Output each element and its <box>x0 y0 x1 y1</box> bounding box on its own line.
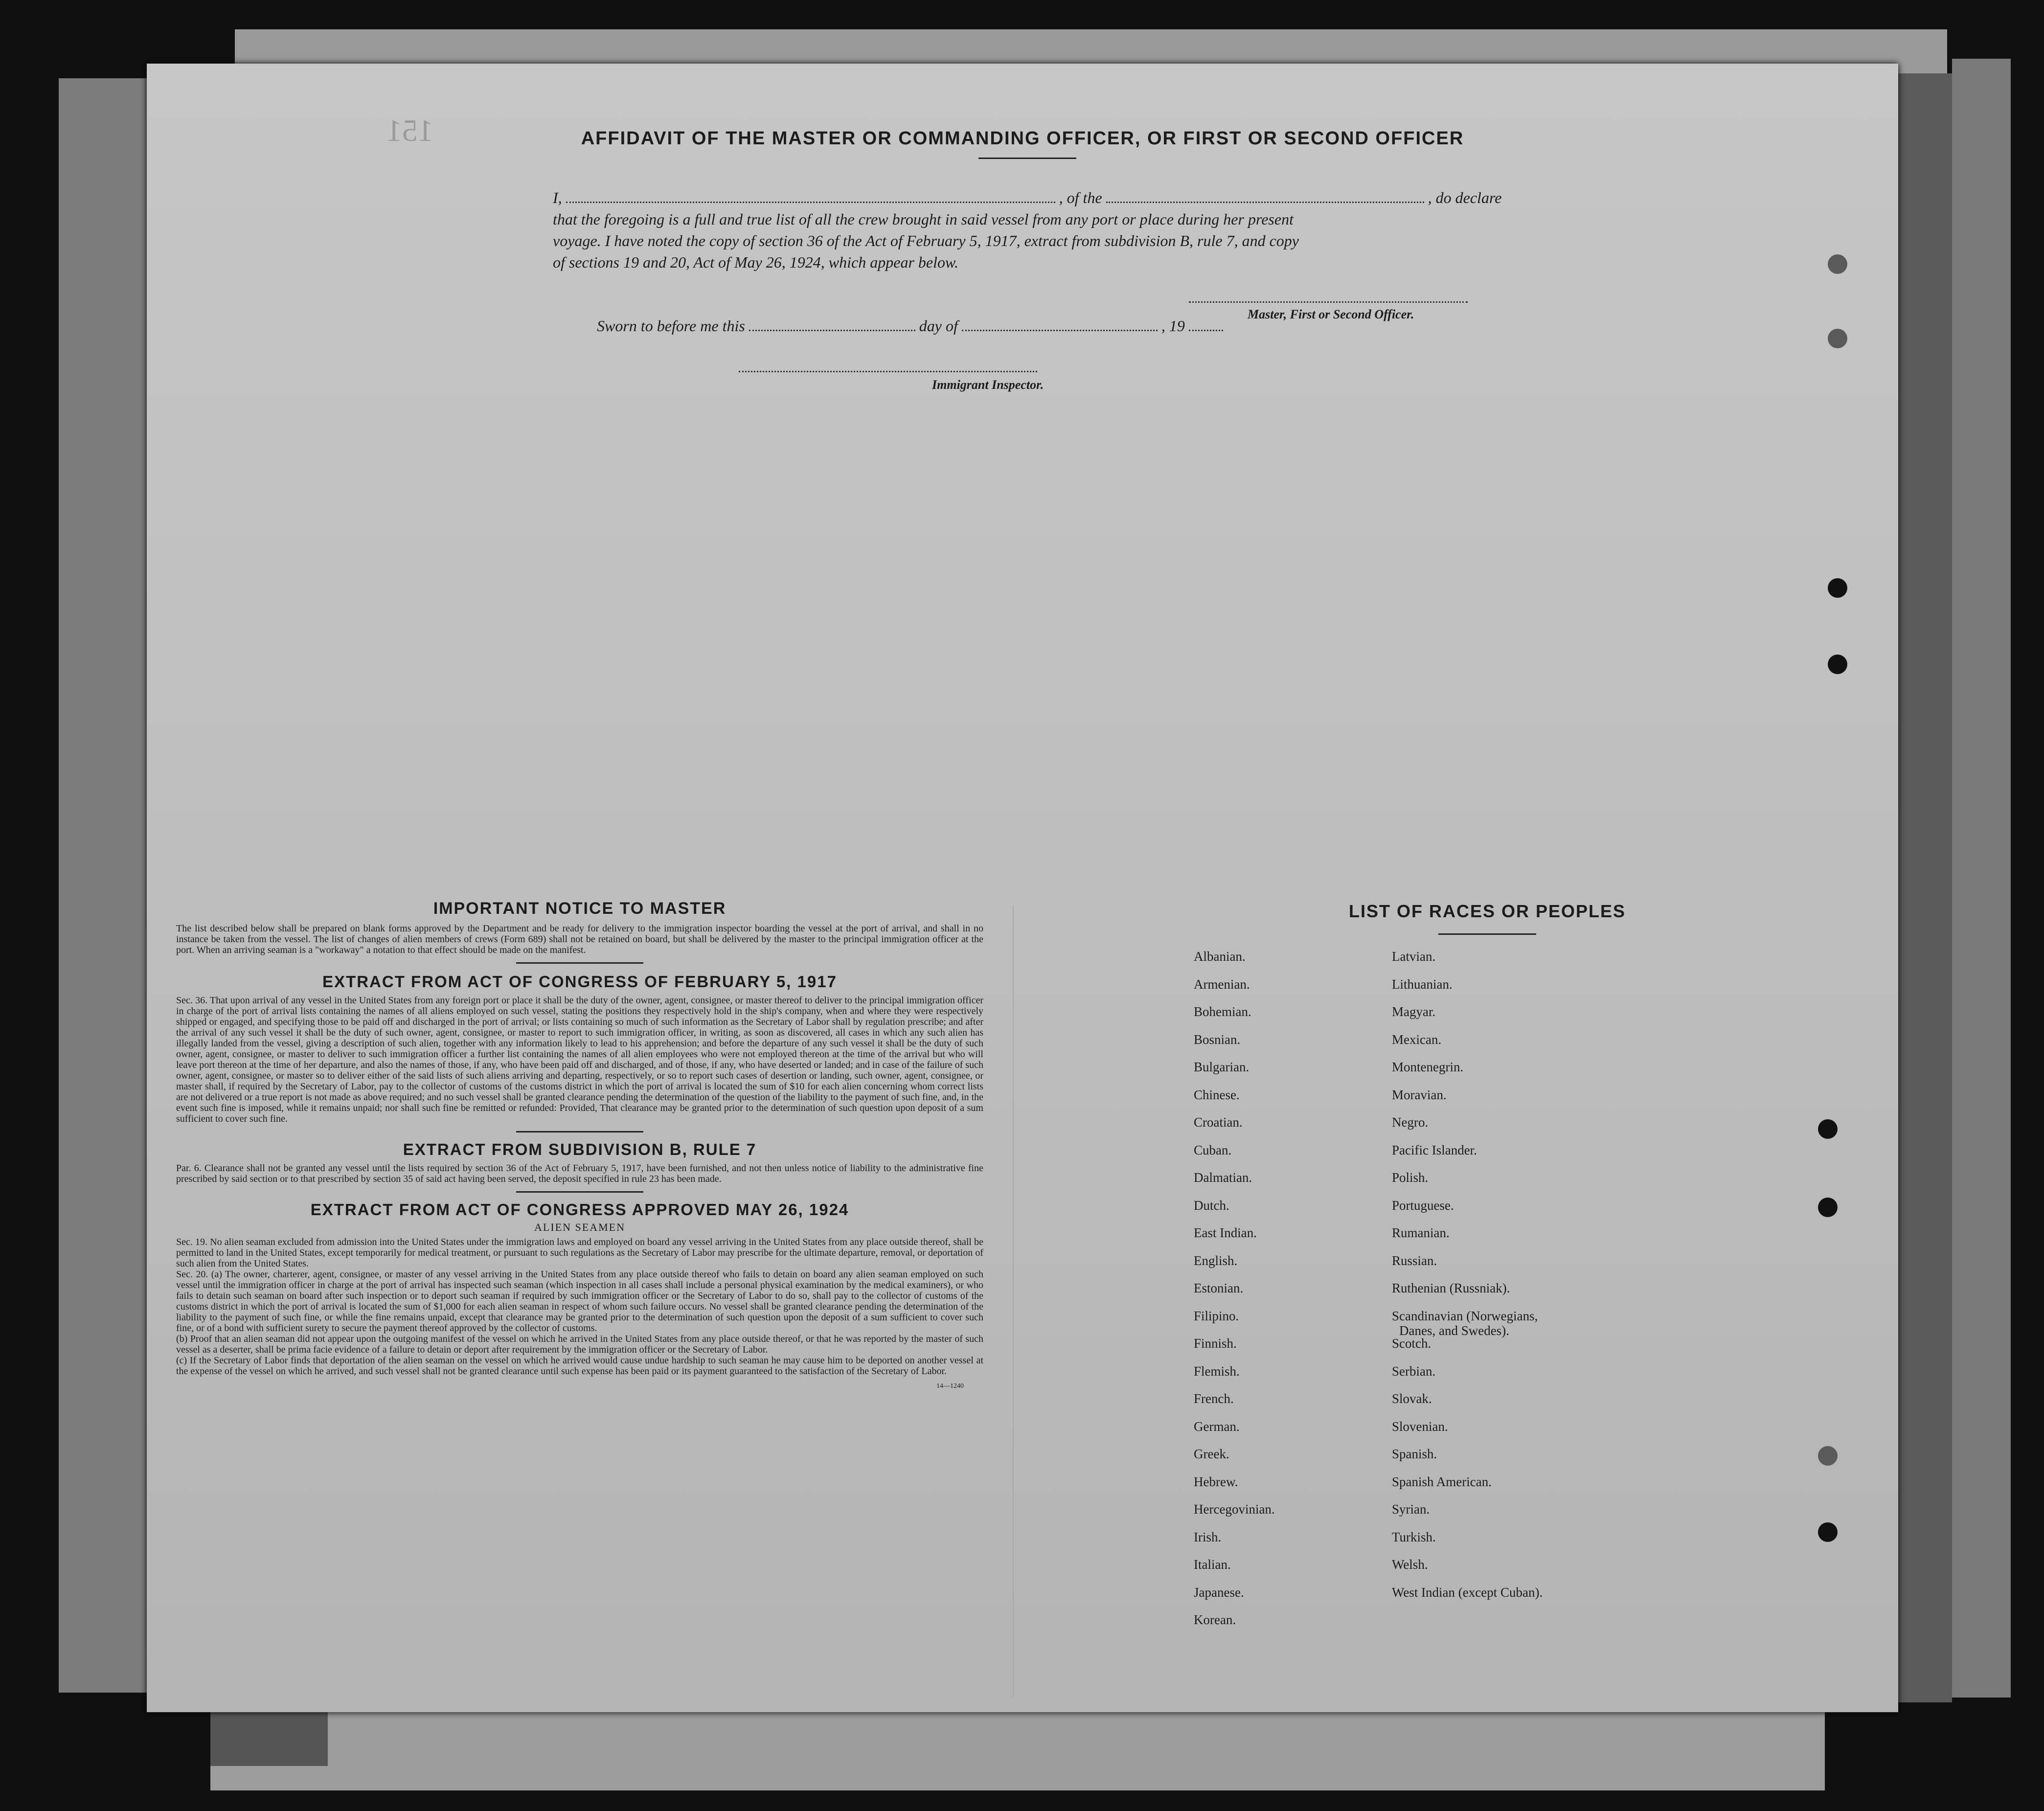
sworn-label: Sworn to before me this <box>597 317 745 335</box>
race-item: Armenian. <box>1194 976 1250 992</box>
master-signature-line[interactable] <box>1189 301 1468 303</box>
binder-hole <box>1828 329 1847 348</box>
race-item: Dutch. <box>1194 1198 1229 1213</box>
dark-tab-bottom <box>210 1712 328 1766</box>
race-item: Spanish American. <box>1392 1474 1492 1489</box>
race-item: German. <box>1194 1419 1240 1434</box>
race-item: Scandinavian (Norwegians, <box>1392 1308 1538 1323</box>
binder-hole <box>1828 578 1847 598</box>
race-item: Bulgarian. <box>1194 1060 1249 1074</box>
race-item: Spanish. <box>1392 1447 1437 1461</box>
race-item: Mexican. <box>1392 1032 1442 1047</box>
race-item: Finnish. <box>1194 1336 1237 1351</box>
race-item: Pacific Islander. <box>1392 1142 1477 1157</box>
race-item: Irish. <box>1194 1529 1222 1544</box>
race-item: Japanese. <box>1194 1585 1244 1600</box>
extract-1924-title: EXTRACT FROM ACT OF CONGRESS APPROVED MAY 26, 1924 <box>310 1200 849 1219</box>
race-item: Lithuanian. <box>1392 976 1453 992</box>
race-item: Cuban. <box>1194 1142 1232 1157</box>
inspector-signature-line[interactable] <box>739 371 1037 372</box>
race-item: Montenegrin. <box>1392 1060 1464 1074</box>
race-item: Rumanian. <box>1392 1225 1450 1240</box>
race-item: Hebrew. <box>1194 1474 1238 1489</box>
rule7-rule <box>516 1191 643 1193</box>
name-field[interactable] <box>566 202 1055 203</box>
binder-hole <box>1818 1198 1838 1217</box>
race-item: Slovenian. <box>1392 1419 1448 1434</box>
race-item: Turkish. <box>1392 1529 1436 1544</box>
race-item: Portuguese. <box>1392 1198 1454 1213</box>
race-item: Greek. <box>1194 1447 1229 1461</box>
binder-hole <box>1818 1446 1838 1466</box>
race-item: Ruthenian (Russniak). <box>1392 1281 1510 1295</box>
race-item: Latvian. <box>1392 949 1436 964</box>
race-item: Italian. <box>1194 1557 1231 1572</box>
race-item: Albanian. <box>1194 949 1246 964</box>
race-item: Bosnian. <box>1194 1032 1241 1047</box>
binder-hole <box>1818 1119 1838 1139</box>
race-item: Chinese. <box>1194 1087 1240 1102</box>
sworn-month-field[interactable] <box>962 330 1158 331</box>
notice-rule <box>516 962 643 964</box>
races-title: LIST OF RACES OR PEOPLES <box>1348 901 1626 921</box>
fold-line <box>1013 905 1014 1698</box>
extract-1924-sec20c: (c) If the Secretary of Labor finds that deportation of the alien seaman on the vessel on which he arrived would cause undue hardship to such seaman he may cause him to be deported on another vessel at the expense of the vessel on which he arrived, and such vessel shall not be granted clearance until such expense has been paid or its payment guaranteed to the satisfaction of the Secretary of Labor. <box>176 1355 983 1377</box>
underlying-sheet-bottom <box>210 1707 1825 1790</box>
extract-1924-sec20a: Sec. 20. (a) The owner, charterer, agent, consignee, or master of any vessel arriving in the United States from any place outside thereof who fails to detain on board any alien seaman employed on such vessel until the immigration officer in charge at the port of arrival has inspected such seaman (which inspection in all cases shall include a personal physical examination by the medical examiners), or who fails to detain such seaman on board after such inspection or to deport such seaman if required by such immigration officer or the Secretary of Labor to do so, shall pay to the collector of customs of the customs district in which the port of arrival is located the sum of $1,000 for each alien seaman in respect of whom such failure occurs. No vessel shall be granted clearance pending the determination of the liability to the payment of such fine, or while the fine remains unpaid, except that clearance may be granted prior to the determination of such question upon the deposit of a sum sufficient to cover such fine, or of a bond with sufficient surety to secure the payment thereof approved by the collector of customs. <box>176 1269 983 1334</box>
notices-column <box>176 899 983 1390</box>
race-item: Polish. <box>1392 1170 1429 1185</box>
do-declare-label: , do declare <box>1428 189 1502 206</box>
day-of-label: day of <box>919 317 958 335</box>
master-signature-label: Master, First or Second Officer. <box>1248 307 1414 321</box>
race-item: East Indian. <box>1194 1225 1257 1240</box>
race-item: Dalmatian. <box>1194 1170 1252 1185</box>
race-item: Flemish. <box>1194 1363 1240 1379</box>
extract-1924-sec19: Sec. 19. No alien seaman excluded from admission into the United States under the immigration laws and employed on board any vessel arriving in the United States from any place outside thereof, shall be permitted to land in the United States, except temporarily for medical treatment, or pursuant to such regulations as the Secretary of Labor may prescribe for the ultimate departure, removal, or deportation of such alien from the United States. <box>176 1237 983 1269</box>
sworn-year-field[interactable] <box>1189 330 1223 331</box>
race-item: Hercegovinian. <box>1194 1502 1275 1517</box>
notice-body: The list described below shall be prepared on blank forms approved by the Department and be ready for delivery to the immigration inspector boarding the vessel at the port of arrival, and shall in no instance be taken from the vessel. The list of changes of alien members of crews (Form 689) shall not be retained on board, but shall be delivered by the master to the principal immigration officer at the port. When an arriving seaman is a "workaway" a notation to that effect should be made on the manifest. <box>176 923 983 955</box>
race-item: Filipino. <box>1194 1308 1239 1323</box>
race-item: Russian. <box>1392 1253 1437 1268</box>
extract-1917-body: Sec. 36. That upon arrival of any vessel in the United States from any foreign port or place it shall be the duty of the owner, agent, consignee, or master thereof to deliver to the principal immigration officer in charge of the port of arrival lists containing the names of all aliens employed on such vessel, stating the positions they respectively hold in the ship's company, when and where they were respectively shipped or engaged, and specifying those to be paid off and discharged in the port of arrival; or lists containing so much of such information as the Secretary of Labor shall by regulation prescribe; and after the arrival of any such vessel it shall be the duty of such owner, agent, consignee, or master to report to such immigration officer, in writing, as soon as discovered, all cases in which any such alien has illegally landed from the vessel, giving a description of such alien, together with any information likely to lead to his apprehension; and before the departure of any such vessel it shall be the duty of such owner, agent, consignee, or master to deliver to such immigration officer a further list containing the names of all alien employees who were not employed thereon at the time of the arrival but who will leave port thereon at the time of her departure, and also the names of those, if any, who have been paid off and discharged, and of those, if any, who have deserted or landed; and in case of the failure of such owner, agent, consignee, or master so to deliver either of the said lists of such aliens arriving and departing, respectively, or so to report such cases of desertion or landing, such owner, agent, consignee, or master shall, if required by the Secretary of Labor, pay to the collector of customs of the customs district in which the port of arrival is located the sum of $10 for each alien concerning whom correct lists are not delivered or a true report is not made as above required; and no such vessel shall be granted clearance pending the determination of the question of the liability to the payment of such fine, and, in the event such fine is imposed, while it remains unpaid; nor shall such fine be remitted or refunded: Provided, That clearance may be granted prior to the determination of such question upon deposit of a sum sufficient to cover such fine. <box>176 995 983 1124</box>
inspector-label: Immigrant Inspector. <box>932 378 1044 392</box>
races-title-underline <box>1438 933 1536 935</box>
affidavit-title: AFFIDAVIT OF THE MASTER OR COMMANDING OFFICER, OR FIRST OR SECOND OFFICER <box>581 128 1464 149</box>
race-item: West Indian (except Cuban). <box>1392 1585 1543 1600</box>
race-item: Korean. <box>1194 1612 1236 1627</box>
i-label: I, <box>553 189 562 206</box>
race-item: Welsh. <box>1392 1557 1428 1572</box>
form-page <box>147 64 1898 1712</box>
race-item: Serbian. <box>1392 1363 1436 1379</box>
of-the-label: , of the <box>1059 189 1102 206</box>
underlying-sheet-right <box>1952 59 2011 1698</box>
sworn-day-field[interactable] <box>749 330 915 331</box>
binder-hole <box>1828 655 1847 674</box>
year-label: , 19 <box>1161 317 1185 335</box>
page-number: 151 <box>386 113 433 148</box>
race-item: Bohemian. <box>1194 1004 1251 1019</box>
race-item: English. <box>1194 1253 1238 1268</box>
notice-title: IMPORTANT NOTICE TO MASTER <box>433 899 727 918</box>
race-item: Moravian. <box>1392 1087 1447 1102</box>
declaration-block <box>553 187 1654 273</box>
form-number: 14—1240 <box>936 1382 964 1390</box>
right-binding-strip <box>1898 73 1952 1702</box>
race-item: Slovak. <box>1392 1391 1432 1406</box>
race-item: Danes, and Swedes). <box>1399 1323 1509 1338</box>
declaration-line-1: that the foregoing is a full and true list of all the crew brought in said vessel from any port or place during her present <box>553 210 1294 228</box>
race-item: Syrian. <box>1392 1502 1430 1517</box>
binder-hole <box>1818 1522 1838 1542</box>
race-item: Croatian. <box>1194 1115 1243 1130</box>
race-item: Scotch. <box>1392 1336 1431 1351</box>
race-item: French. <box>1194 1391 1234 1406</box>
rule7-title: EXTRACT FROM SUBDIVISION B, RULE 7 <box>403 1140 757 1158</box>
declaration-line-3: of sections 19 and 20, Act of May 26, 1924, which appear below. <box>553 253 958 271</box>
rule7-body: Par. 6. Clearance shall not be granted any vessel until the lists required by section 36 of the Act of February 5, 1917, have been furnished, and not then unless notice of liability to the administrative fine prescribed by said section or to that prescribed by section 35 of said act having been served, the deposit specified in rule 23 has been made. <box>176 1163 983 1184</box>
extract-1917-rule <box>516 1131 643 1132</box>
binder-hole <box>1828 254 1847 274</box>
underlying-sheet-left <box>59 78 157 1693</box>
extract-1924-sec20b: (b) Proof that an alien seaman did not appear upon the outgoing manifest of the vessel on which he arrived in the United States from any place outside thereof, or that he was reported by the master of such vessel as a deserter, shall be prima facie evidence of a failure to detain or deport after requirement by the immigration officer or the Secretary of Labor. <box>176 1334 983 1355</box>
race-item: Magyar. <box>1392 1004 1436 1019</box>
declaration-line-2: voyage. I have noted the copy of section 36 of the Act of February 5, 1917, extract from subdivision B, rule 7, and copy <box>553 232 1299 249</box>
sworn-line <box>597 317 1223 335</box>
vessel-field[interactable] <box>1106 202 1424 203</box>
extract-1917-title: EXTRACT FROM ACT OF CONGRESS OF FEBRUARY 5, 1917 <box>322 973 837 991</box>
title-underline <box>978 158 1076 159</box>
race-item: Negro. <box>1392 1115 1429 1130</box>
declaration-fill-line <box>553 187 1654 208</box>
race-item: Estonian. <box>1194 1281 1244 1295</box>
extract-1924-subtitle: ALIEN SEAMEN <box>534 1221 625 1233</box>
